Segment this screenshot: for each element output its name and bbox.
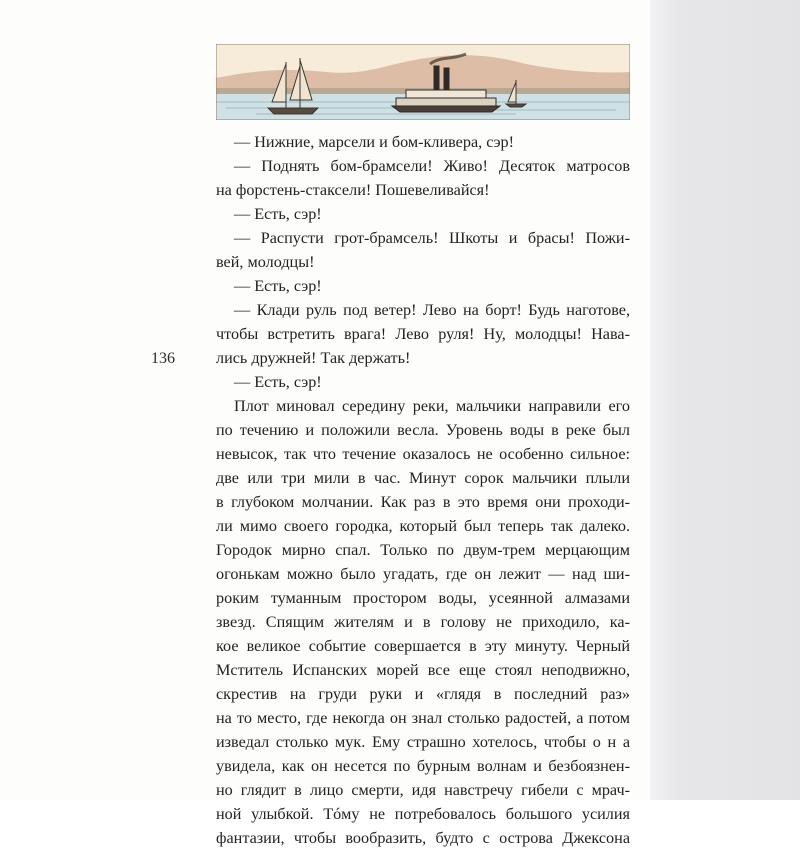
text-line: — Нижние, марсели и бом-кливера, сэр!	[234, 133, 515, 151]
text-line: огонькам можно было угадать, где он лежит — над ши-	[216, 565, 630, 583]
text-line: — Есть, сэр!	[234, 277, 322, 295]
text-line: кое великое событие совершается в эту минуту. Черный	[216, 637, 630, 655]
text-line: увидела, как он несется по бурным волнам и безбоязнен-	[216, 757, 630, 775]
text-line: невысок, так что течение оказалось не особенно сильное:	[216, 445, 630, 463]
text-line: две или три мили в час. Минут сорок мальчики плыли	[216, 469, 630, 487]
text-line: Мститель Испанских морей все еще стоял неподвижно,	[216, 661, 630, 679]
body-text	[216, 130, 630, 850]
text-line: вей, молодцы!	[216, 253, 315, 271]
text-line: изведал столько мук. Ему страшно хотелось, чтобы о н а	[216, 733, 630, 751]
text-line: — Распусти грот-брамсель! Шкоты и брасы! Пожи-	[234, 229, 630, 247]
text-line: на то место, где некогда он знал столько радостей, а потом	[216, 709, 630, 727]
text-line: по течению и положили весла. Уровень воды в реке был	[216, 421, 630, 439]
text-line: роким туманным простором воды, усеянной алмазами	[216, 589, 630, 607]
text-line: звезд. Спящим жителям и в голову не приходило, ка-	[216, 613, 630, 631]
text-line: — Клади руль под ветер! Лево на борт! Будь наготове,	[234, 301, 630, 319]
text-line: ли мимо своего городка, который был теперь так далеко.	[216, 517, 630, 535]
text-line: — Поднять бом-брамсели! Живо! Десяток матросов	[234, 157, 630, 175]
text-line: чтобы встретить врага! Лево руля! Ну, молодцы! Нава-	[216, 325, 630, 343]
text-line: скрестив на груди руки и «глядя в последний раз»	[216, 685, 630, 703]
text-line: Городок мирно спал. Только по двум-трем мерцающим	[216, 541, 630, 559]
page-edge-shadow	[650, 0, 800, 800]
text-line: но глядит в лицо смерти, идя навстречу гибели с мрач-	[216, 781, 630, 799]
page-number: 136	[151, 350, 175, 367]
text-line: ной улыбкой. Тóму не потребовалось большого усилия	[216, 805, 630, 823]
text-line: лись дружней! Так держать!	[216, 349, 411, 367]
text-line: фантазии, чтобы вообразить, будто с острова Джексона	[216, 829, 630, 847]
text-line: в глубоком молчании. Как раз в это время они проходи-	[216, 493, 630, 511]
text-line: — Есть, сэр!	[234, 373, 322, 391]
river-illustration	[216, 44, 630, 120]
text-line: — Есть, сэр!	[234, 205, 322, 223]
text-line: Плот миновал середину реки, мальчики направили его	[234, 397, 630, 415]
text-line: на форстень-стаксели! Пошевеливайся!	[216, 181, 490, 199]
